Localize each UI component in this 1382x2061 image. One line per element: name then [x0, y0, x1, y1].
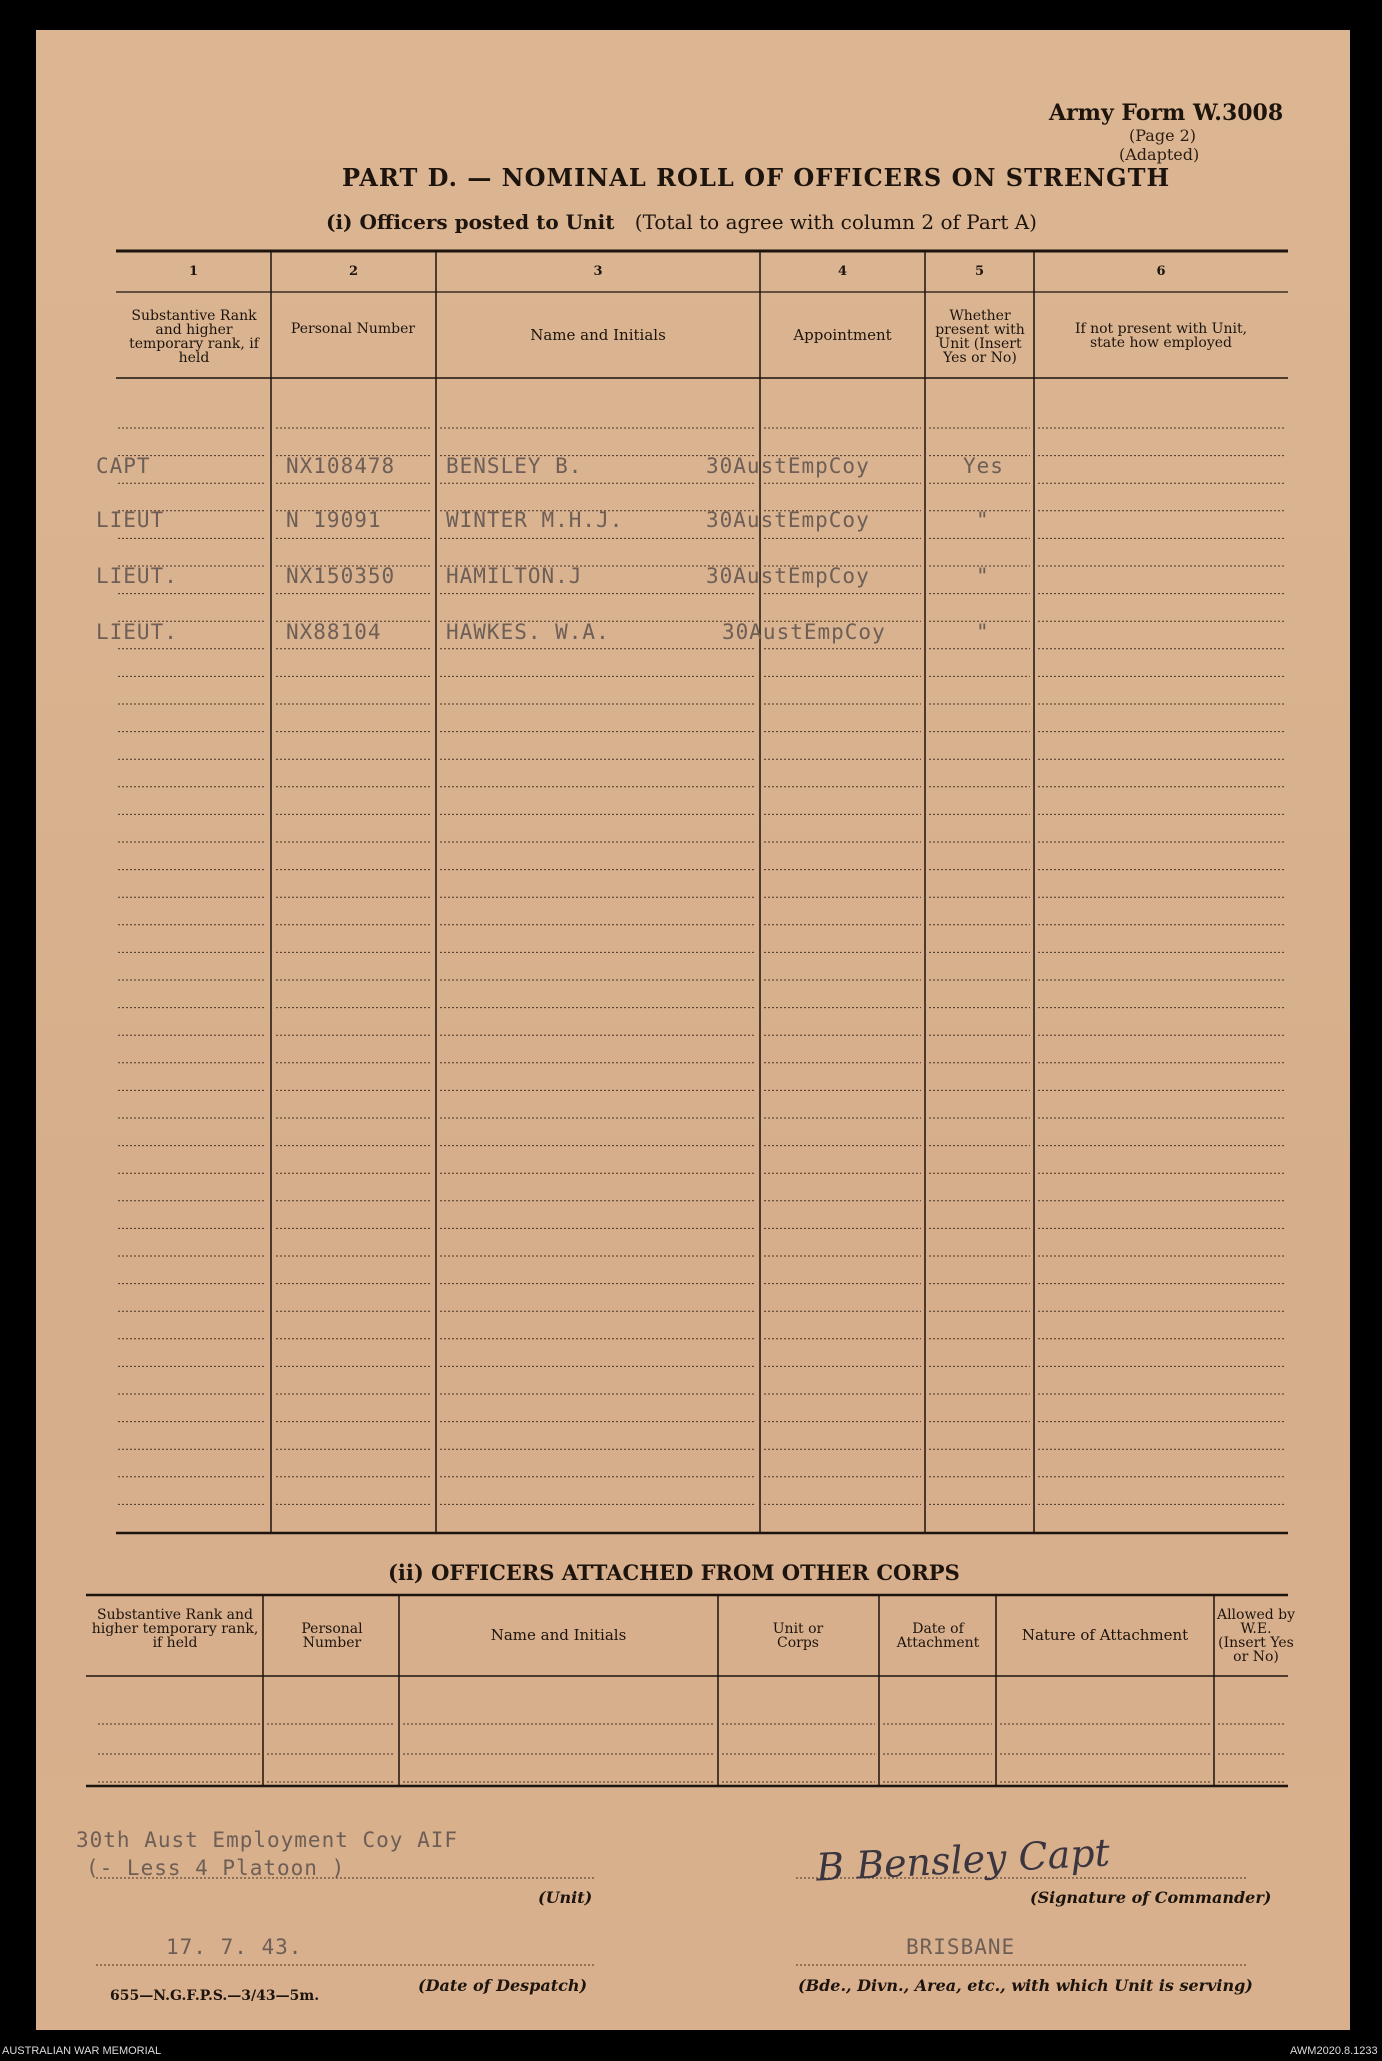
col-header-name: Name and Initials: [530, 326, 666, 344]
row-appointment: 30AustEmpCoy: [706, 508, 870, 532]
part-ii-title: (ii) OFFICERS ATTACHED FROM OTHER CORPS: [388, 1560, 960, 1585]
ii-header-number: Personal Number: [301, 1621, 363, 1651]
subtitle-note: (Total to agree with column 2 of Part A): [634, 210, 1037, 234]
subtitle-bold: (i) Officers posted to Unit: [326, 210, 615, 234]
col-number-1: 1: [188, 264, 199, 279]
row-present: ": [976, 620, 990, 644]
row-rank: LIEUT.: [96, 564, 178, 588]
row-name: HAMILTON.J: [446, 564, 583, 588]
print-code: 655—N.G.F.P.S.—3/43—5m.: [110, 1988, 320, 2004]
row-name: BENSLEY B.: [446, 454, 583, 478]
row-appointment: 30AustEmpCoy: [706, 564, 870, 588]
date-caption: (Date of Despatch): [418, 1976, 588, 1995]
col-header-number: Personal Number: [290, 321, 416, 337]
col-number-5: 5: [974, 264, 985, 279]
row-number: NX88104: [286, 620, 382, 644]
row-number: NX108478: [286, 454, 396, 478]
unit-line-1: 30th Aust Employment Coy AIF: [76, 1828, 459, 1852]
signature-caption: (Signature of Commander): [1030, 1888, 1272, 1907]
row-number: N 19091: [286, 508, 382, 532]
archive-name: AUSTRALIAN WAR MEMORIAL: [2, 2045, 162, 2057]
commander-signature: B Bensley Capt: [815, 1830, 1111, 1890]
ii-header-rank: Substantive Rank and higher temporary rank, if held: [91, 1607, 259, 1651]
ii-header-allowed: Allowed by W.E. (Insert Yes or No): [1216, 1607, 1296, 1665]
row-name: HAWKES. W.A.: [446, 620, 610, 644]
col-header-employed: If not present with Unit, state how employed: [1074, 321, 1248, 351]
col-number-3: 3: [593, 264, 603, 279]
col-number-6: 6: [1156, 264, 1166, 279]
archive-id: AWM2020.8.1233: [1290, 2045, 1378, 2057]
serving-location: BRISBANE: [906, 1935, 1016, 1959]
page-title: PART D. — NOMINAL ROLL OF OFFICERS ON STRENGTH: [342, 163, 1171, 192]
row-name: WINTER M.H.J.: [446, 508, 624, 532]
despatch-date: 17. 7. 43.: [166, 1935, 303, 1959]
col-header-rank: Substantive Rank and higher temporary rank, if held: [129, 308, 259, 366]
archive-strip: [0, 2042, 1382, 2061]
col-header-present: Whether present with Unit (Insert Yes or No): [935, 308, 1025, 366]
row-appointment: 30AustEmpCoy: [722, 620, 886, 644]
row-present: Yes: [963, 454, 1004, 478]
unit-line-2: (- Less 4 Platoon ): [86, 1856, 346, 1880]
ii-header-date: Date of Attachment: [896, 1621, 980, 1651]
col-header-appointment: Appointment: [793, 326, 892, 344]
row-number: NX150350: [286, 564, 396, 588]
row-rank: LIEUT.: [96, 620, 178, 644]
row-present: ": [976, 508, 990, 532]
form-number: Army Form W.3008: [1049, 100, 1284, 126]
ii-header-unit: Unit or Corps: [772, 1621, 824, 1651]
row-rank: CAPT: [96, 454, 151, 478]
form-page: (Page 2): [1129, 126, 1197, 145]
ii-header-nature: Nature of Attachment: [1021, 1626, 1189, 1644]
ii-header-name: Name and Initials: [490, 1626, 627, 1644]
row-present: ": [976, 564, 990, 588]
unit-caption: (Unit): [538, 1888, 593, 1907]
col-number-2: 2: [348, 264, 359, 279]
form-adapted: (Adapted): [1119, 145, 1200, 164]
location-caption: (Bde., Divn., Area, etc., with which Unit is serving): [798, 1976, 1253, 1995]
col-number-4: 4: [837, 264, 848, 279]
form-sheet: [36, 30, 1350, 2030]
row-appointment: 30AustEmpCoy: [706, 454, 870, 478]
row-rank: LIEUT: [96, 508, 165, 532]
